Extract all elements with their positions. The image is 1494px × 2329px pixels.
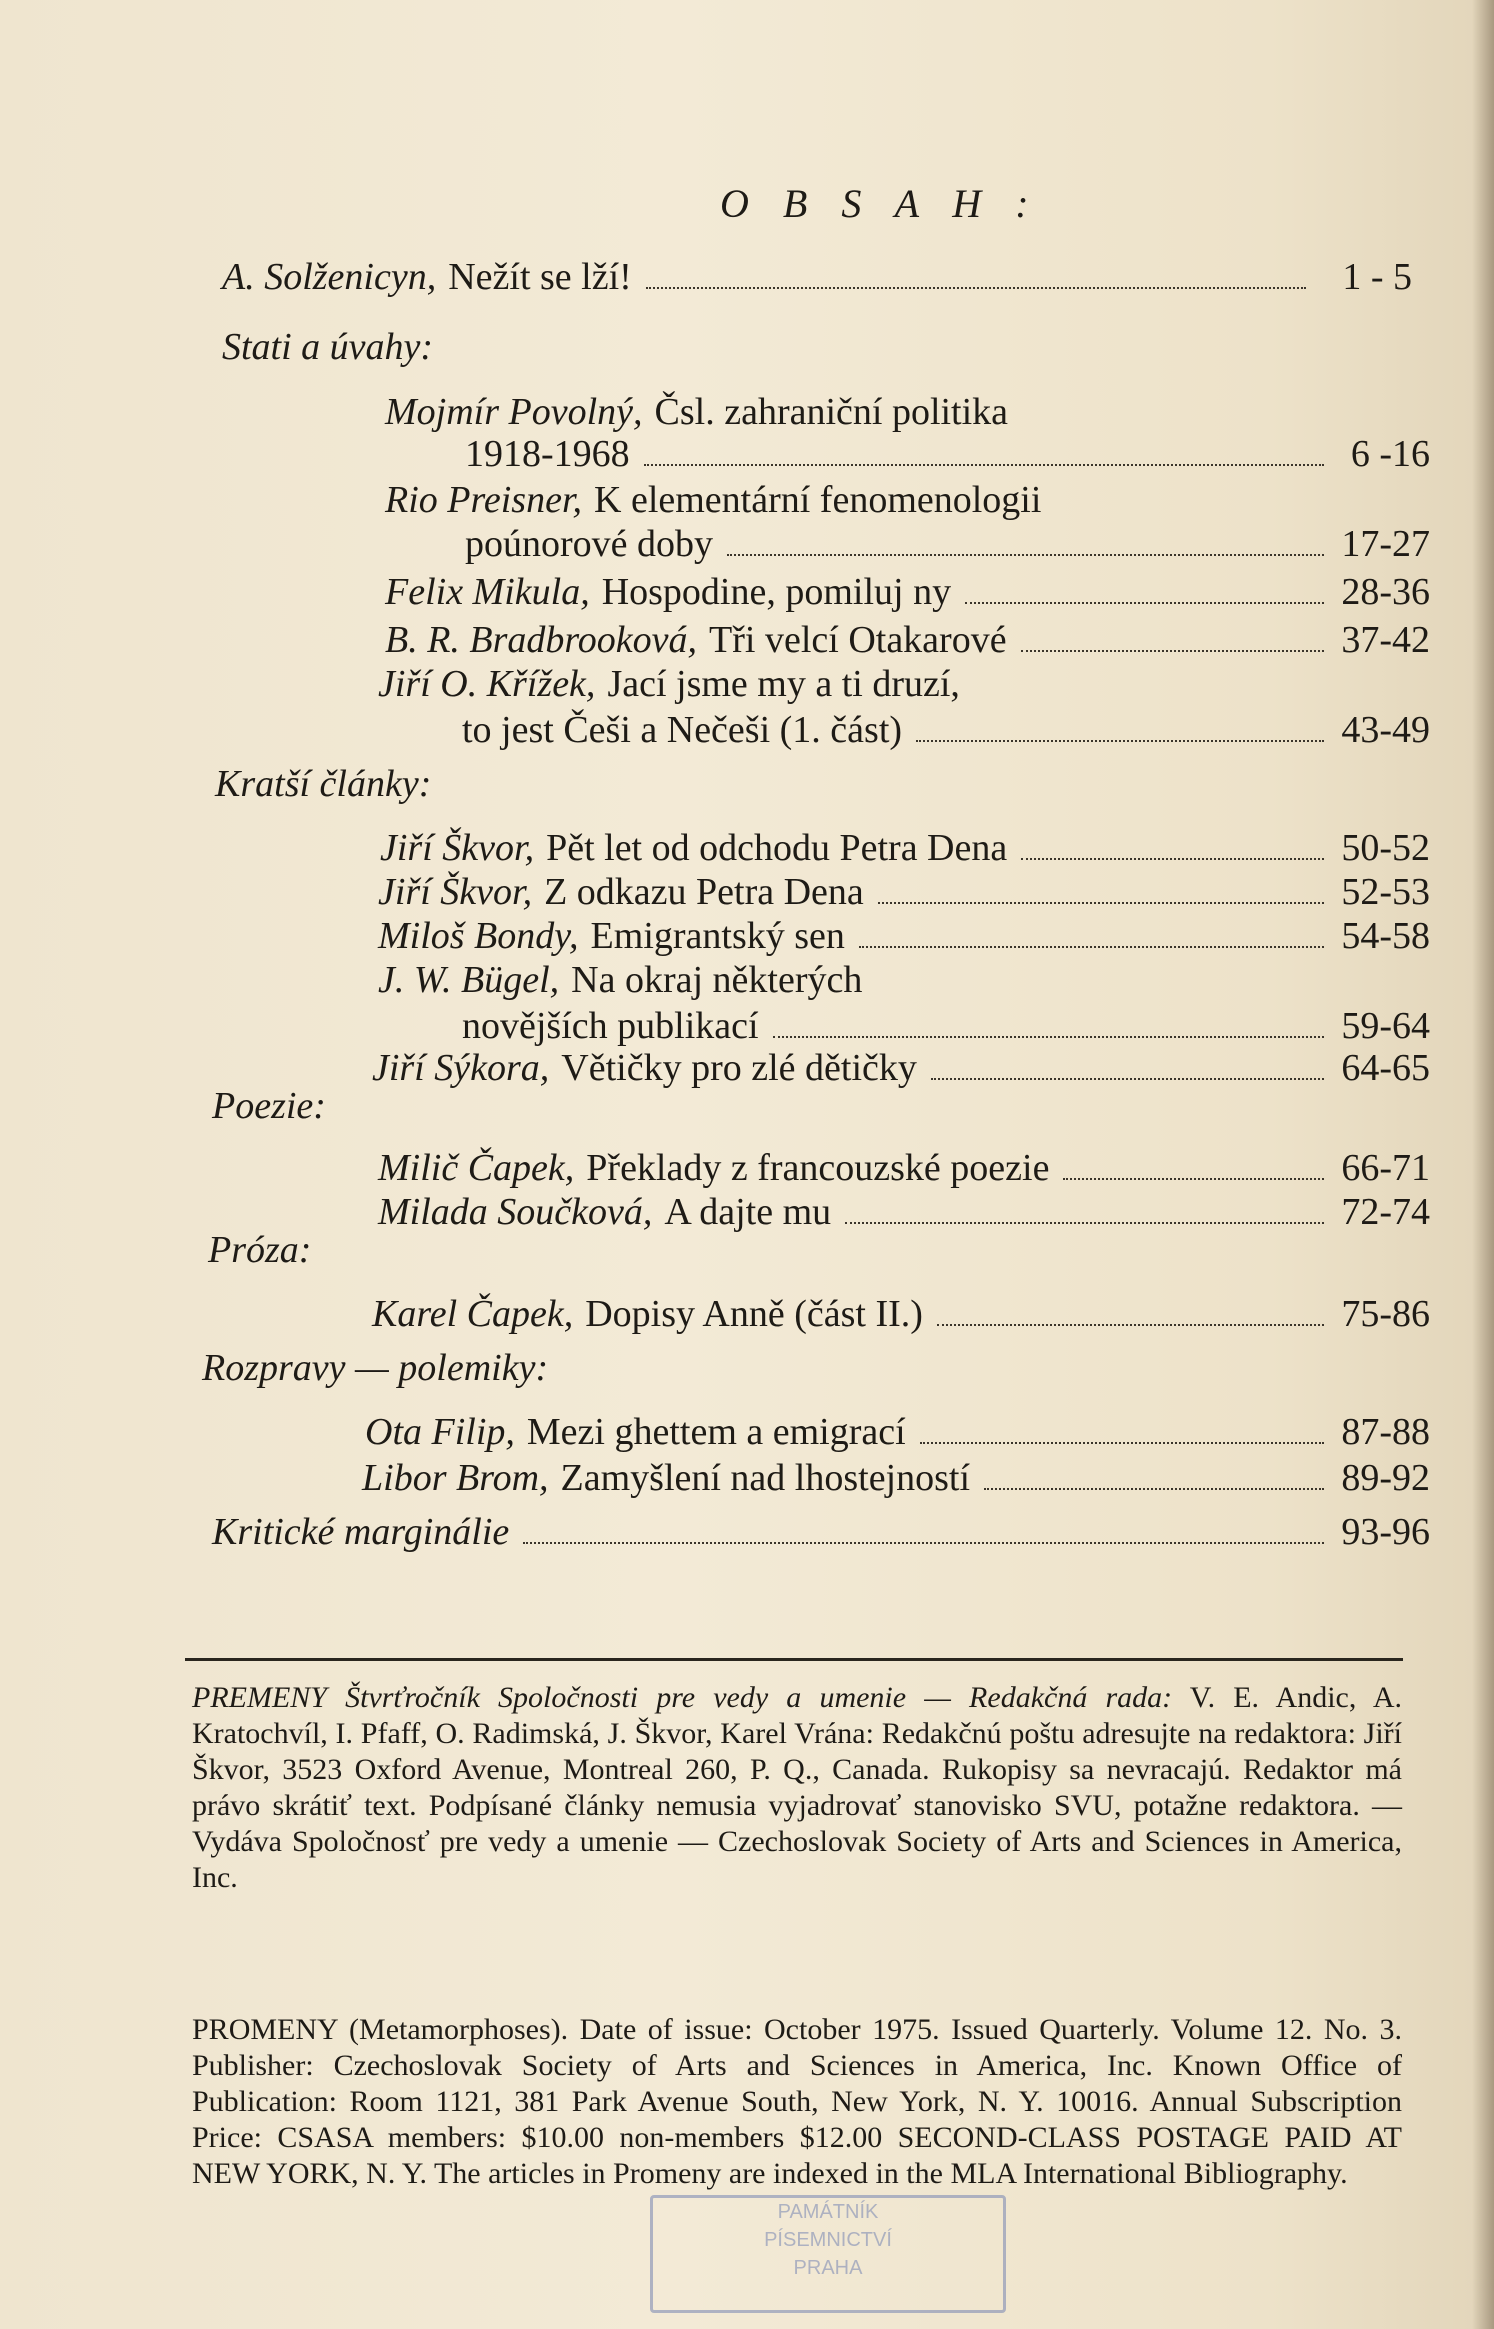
entry-title-cont: novějších publikací bbox=[462, 1005, 759, 1047]
masthead-text: V. E. Andic, A. Kratochvíl, I. Pfaff, O. Radimská, J. Škvor, Karel Vrána: Redakčnú poštu adresujte na redaktora: Jiří Škvor, 3523 Oxford Avenue, Montreal 260, P. Q., Canada. Rukopisy sa nevracajú. Redaktor má právo skrátiť text. Podpísané články nemusia vyjadrovať stanovisko SVU, potažne redaktora. — Vydáva Spoločnosť pre vedy a umenie — Czechoslovak Society of Arts and Sciences in America, Inc. bbox=[192, 1681, 1403, 1894]
library-stamp bbox=[650, 2195, 1006, 2313]
entry-title: Z odkazu Petra Dena bbox=[544, 871, 864, 913]
section-heading-rozpravy: Rozpravy — polemiky: bbox=[202, 1347, 549, 1389]
dot-leader bbox=[937, 1323, 1324, 1326]
entry-title: Na okraj některých bbox=[571, 959, 863, 1001]
dot-leader bbox=[523, 1541, 1324, 1544]
entry-pages: 75-86 bbox=[1341, 1293, 1430, 1335]
masthead-paragraph bbox=[192, 1680, 1402, 1896]
dot-leader bbox=[1063, 1177, 1324, 1180]
entry-author: Jiří O. Křížek, bbox=[378, 663, 596, 705]
dot-leader bbox=[859, 945, 1324, 948]
dot-leader bbox=[1021, 649, 1324, 652]
toc-entry bbox=[200, 1510, 1430, 1554]
entry-author: B. R. Bradbrooková, bbox=[385, 619, 698, 661]
section-heading-stati: Stati a úvahy: bbox=[222, 326, 434, 368]
toc-entry-continuation bbox=[465, 522, 1430, 566]
toc-entry bbox=[378, 1190, 1430, 1234]
dot-leader bbox=[984, 1487, 1324, 1490]
entry-author: Jiří Sýkora, bbox=[372, 1047, 550, 1089]
entry-pages: 6 -16 bbox=[1350, 433, 1430, 475]
toc-entry bbox=[222, 255, 1412, 299]
entry-author: Rio Preisner, bbox=[385, 479, 583, 521]
entry-author: Felix Mikula, bbox=[385, 571, 590, 613]
dot-leader bbox=[916, 739, 1324, 742]
entry-title: Jací jsme my a ti druzí, bbox=[607, 663, 960, 705]
entry-pages: 89-92 bbox=[1341, 1457, 1430, 1499]
entry-title: A dajte mu bbox=[664, 1191, 832, 1233]
toc-entry bbox=[365, 1410, 1430, 1454]
stamp-line: PÍSEMNICTVÍ bbox=[764, 2229, 892, 2251]
dot-leader bbox=[878, 901, 1324, 904]
entry-title: Zamyšlení nad lhostejností bbox=[560, 1457, 971, 1499]
toc-entry bbox=[385, 618, 1430, 662]
entry-title: Dopisy Anně (část II.) bbox=[585, 1293, 923, 1335]
entry-author: Milada Součková, bbox=[378, 1191, 653, 1233]
toc-entry bbox=[385, 478, 1285, 522]
entry-pages: 66-71 bbox=[1341, 1147, 1430, 1189]
dot-leader bbox=[646, 286, 1306, 289]
toc-entry bbox=[378, 958, 1278, 1002]
entry-title-cont: poúnorové doby bbox=[465, 523, 714, 565]
toc-entry bbox=[380, 826, 1430, 870]
section-heading-proza: Próza: bbox=[208, 1229, 312, 1271]
entry-author: Mojmír Povolný, bbox=[385, 391, 643, 433]
entry-title-cont: 1918-1968 bbox=[465, 433, 630, 475]
page-title: O B S A H : bbox=[720, 181, 1041, 226]
entry-title: Nežít se lží! bbox=[448, 256, 632, 298]
entry-author: Miloš Bondy, bbox=[378, 915, 579, 957]
entry-author: Libor Brom, bbox=[362, 1457, 549, 1499]
dot-leader bbox=[965, 601, 1324, 604]
toc-entry bbox=[385, 390, 1285, 434]
entry-pages: 28-36 bbox=[1341, 571, 1430, 613]
entry-title: Mezi ghettem a emigrací bbox=[526, 1411, 906, 1453]
entry-pages: 43-49 bbox=[1341, 709, 1430, 751]
entry-author: Karel Čapek, bbox=[372, 1293, 574, 1335]
page-edge-shadow bbox=[1472, 0, 1494, 2329]
entry-title: Pět let od odchodu Petra Dena bbox=[546, 827, 1008, 869]
publication-info-paragraph bbox=[192, 2012, 1402, 2192]
dot-leader bbox=[727, 553, 1324, 556]
entry-pages: 50-52 bbox=[1341, 827, 1430, 869]
entry-pages: 52-53 bbox=[1341, 871, 1430, 913]
entry-pages: 72-74 bbox=[1341, 1191, 1430, 1233]
section-heading-kratsi: Kratší články: bbox=[215, 763, 432, 805]
section-heading-poezie: Poezie: bbox=[212, 1085, 326, 1127]
dot-leader bbox=[644, 463, 1324, 466]
toc-entry bbox=[378, 1146, 1430, 1190]
toc-entry-continuation bbox=[462, 1004, 1430, 1048]
entry-title: Emigrantský sen bbox=[590, 915, 845, 957]
entry-title: Tři velcí Otakarové bbox=[709, 619, 1007, 661]
stamp-line: PAMÁTNÍK bbox=[777, 2201, 879, 2223]
toc-entry bbox=[378, 662, 1278, 706]
dot-leader bbox=[773, 1035, 1324, 1038]
entry-title: Překlady z francouzské poezie bbox=[586, 1147, 1050, 1189]
stamp-line: PRAHA bbox=[793, 2257, 863, 2279]
entry-pages: 59-64 bbox=[1341, 1005, 1430, 1047]
entry-pages: 93-96 bbox=[1341, 1511, 1430, 1553]
dot-leader bbox=[1021, 857, 1324, 860]
entry-pages: 1 - 5 bbox=[1342, 256, 1412, 298]
entry-title: Větičky pro zlé dětičky bbox=[561, 1047, 917, 1089]
toc-entry bbox=[385, 570, 1430, 614]
entry-title: Kritické marginálie bbox=[212, 1511, 510, 1553]
entry-title-cont: to jest Češi a Nečeši (1. část) bbox=[462, 709, 903, 751]
toc-entry-continuation bbox=[465, 432, 1430, 476]
entry-author: A. Solženicyn, bbox=[222, 256, 437, 298]
masthead-lead: PREMENY Štvrťročník Spoločnosti pre vedy a umenie — Redakčná rada: bbox=[192, 1681, 1173, 1714]
toc-entry bbox=[378, 870, 1430, 914]
toc-entry bbox=[372, 1046, 1430, 1090]
entry-author: Ota Filip, bbox=[365, 1411, 515, 1453]
toc-entry-continuation bbox=[462, 708, 1430, 752]
entry-pages: 37-42 bbox=[1341, 619, 1430, 661]
entry-title: Hospodine, pomiluj ny bbox=[601, 571, 952, 613]
entry-author: J. W. Bügel, bbox=[378, 959, 560, 1001]
entry-title: Čsl. zahraniční politika bbox=[654, 391, 1009, 433]
toc-entry bbox=[372, 1292, 1430, 1336]
dot-leader bbox=[845, 1221, 1324, 1224]
entry-pages: 64-65 bbox=[1341, 1047, 1430, 1089]
publication-info-text: PROMENY (Metamorphoses). Date of issue: October 1975. Issued Quarterly. Volume 12. No. 3. Publisher: Czechoslovak Society of Arts and Sciences in America, Inc. Known Office of Publication: Room 1121, 381 Park Avenue South, New York, N. Y. 10016. Annual Subscription Price: CSASA members: $10.00 non-members $12.00 SECOND-CLASS POSTAGE PAID AT NEW YORK, N. Y. The articles in Promeny are indexed in the MLA International Bibliography. bbox=[192, 2013, 1402, 2190]
toc-entry bbox=[378, 914, 1430, 958]
horizontal-rule bbox=[185, 1658, 1403, 1661]
toc-entry bbox=[362, 1456, 1430, 1500]
entry-author: Milič Čapek, bbox=[378, 1147, 575, 1189]
entry-author: Jiří Škvor, bbox=[378, 871, 533, 913]
entry-author: Jiří Škvor, bbox=[380, 827, 535, 869]
dot-leader bbox=[931, 1077, 1324, 1080]
entry-pages: 17-27 bbox=[1341, 523, 1430, 565]
entry-pages: 87-88 bbox=[1341, 1411, 1430, 1453]
entry-title: K elementární fenomenologii bbox=[594, 479, 1042, 521]
entry-pages: 54-58 bbox=[1341, 915, 1430, 957]
dot-leader bbox=[920, 1441, 1324, 1444]
